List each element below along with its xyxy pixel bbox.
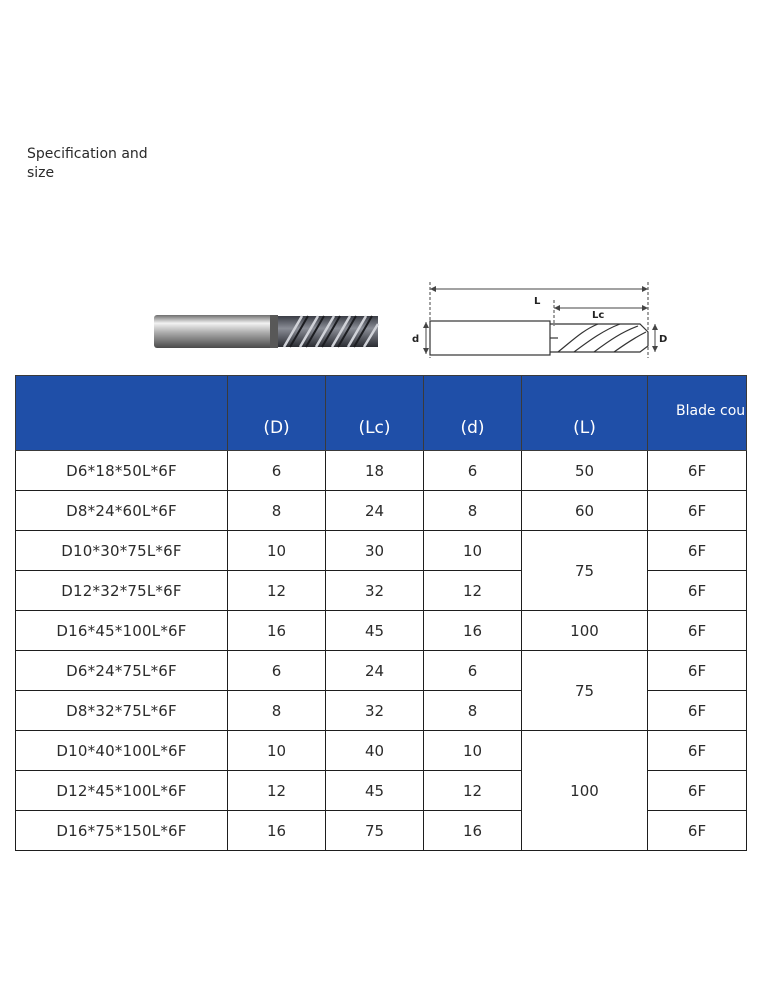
cell-Lc: 24 [326,651,424,691]
cell-d: 12 [424,771,522,811]
table-header-row [16,376,747,451]
header-Lc: (Lc) [326,376,424,451]
cell-model: D8*24*60L*6F [16,491,228,531]
cell-blade: 6F [648,651,747,691]
cell-D: 10 [228,531,326,571]
spec-heading-line2: size [27,165,55,181]
cell-blade: 6F [648,771,747,811]
table-row [16,531,747,571]
cell-model: D16*45*100L*6F [16,611,228,651]
cell-D: 8 [228,491,326,531]
cell-D: 6 [228,451,326,491]
cell-d: 16 [424,611,522,651]
table-row [16,491,747,531]
cell-d: 10 [424,531,522,571]
spec-heading [27,145,148,183]
cell-D: 6 [228,651,326,691]
diagram-label-Lc: Lc [592,310,605,321]
cell-blade: 6F [648,531,747,571]
header-model [16,376,228,451]
cell-Lc: 32 [326,571,424,611]
cell-Lc: 40 [326,731,424,771]
cell-blade: 6F [648,611,747,651]
cell-d: 8 [424,691,522,731]
cell-model: D12*32*75L*6F [16,571,228,611]
cell-model: D10*30*75L*6F [16,531,228,571]
diagram-label-D: D [659,334,668,345]
table-row [16,611,747,651]
cell-blade: 6F [648,451,747,491]
cell-Lc: 45 [326,771,424,811]
cell-Lc: 32 [326,691,424,731]
spec-heading-line1: Specification and [27,146,148,162]
cell-Lc: 45 [326,611,424,651]
cell-D: 12 [228,571,326,611]
header-d: (d) [424,376,522,451]
cell-model: D12*45*100L*6F [16,771,228,811]
end-mill-diagram [408,280,673,370]
cell-L: 75 [522,531,648,611]
cell-Lc: 30 [326,531,424,571]
cell-D: 10 [228,731,326,771]
cell-L: 50 [522,451,648,491]
table-row [16,731,747,771]
diagram-label-d: d [412,334,420,345]
cell-model: D6*24*75L*6F [16,651,228,691]
cell-blade: 6F [648,691,747,731]
cell-Lc: 75 [326,811,424,851]
cell-blade: 6F [648,491,747,531]
cell-Lc: 18 [326,451,424,491]
header-D: (D) [228,376,326,451]
cell-D: 16 [228,611,326,651]
cell-model: D10*40*100L*6F [16,731,228,771]
cell-d: 8 [424,491,522,531]
cell-d: 10 [424,731,522,771]
cell-blade: 6F [648,571,747,611]
header-blade-count: Blade cou [648,376,747,451]
cell-blade: 6F [648,731,747,771]
table-row [16,651,747,691]
cell-blade: 6F [648,811,747,851]
cell-d: 6 [424,451,522,491]
cell-d: 16 [424,811,522,851]
cell-D: 16 [228,811,326,851]
cell-D: 8 [228,691,326,731]
header-L: (L) [522,376,648,451]
cell-L: 60 [522,491,648,531]
cell-D: 12 [228,771,326,811]
cell-L: 100 [522,731,648,851]
cell-model: D8*32*75L*6F [16,691,228,731]
cell-d: 12 [424,571,522,611]
cell-L: 75 [522,651,648,731]
spec-table [15,375,747,851]
cell-L: 100 [522,611,648,651]
cell-d: 6 [424,651,522,691]
diagram-label-L: L [534,296,541,307]
cell-model: D6*18*50L*6F [16,451,228,491]
cell-model: D16*75*150L*6F [16,811,228,851]
table-row [16,451,747,491]
end-mill-photo [152,312,380,352]
cell-Lc: 24 [326,491,424,531]
